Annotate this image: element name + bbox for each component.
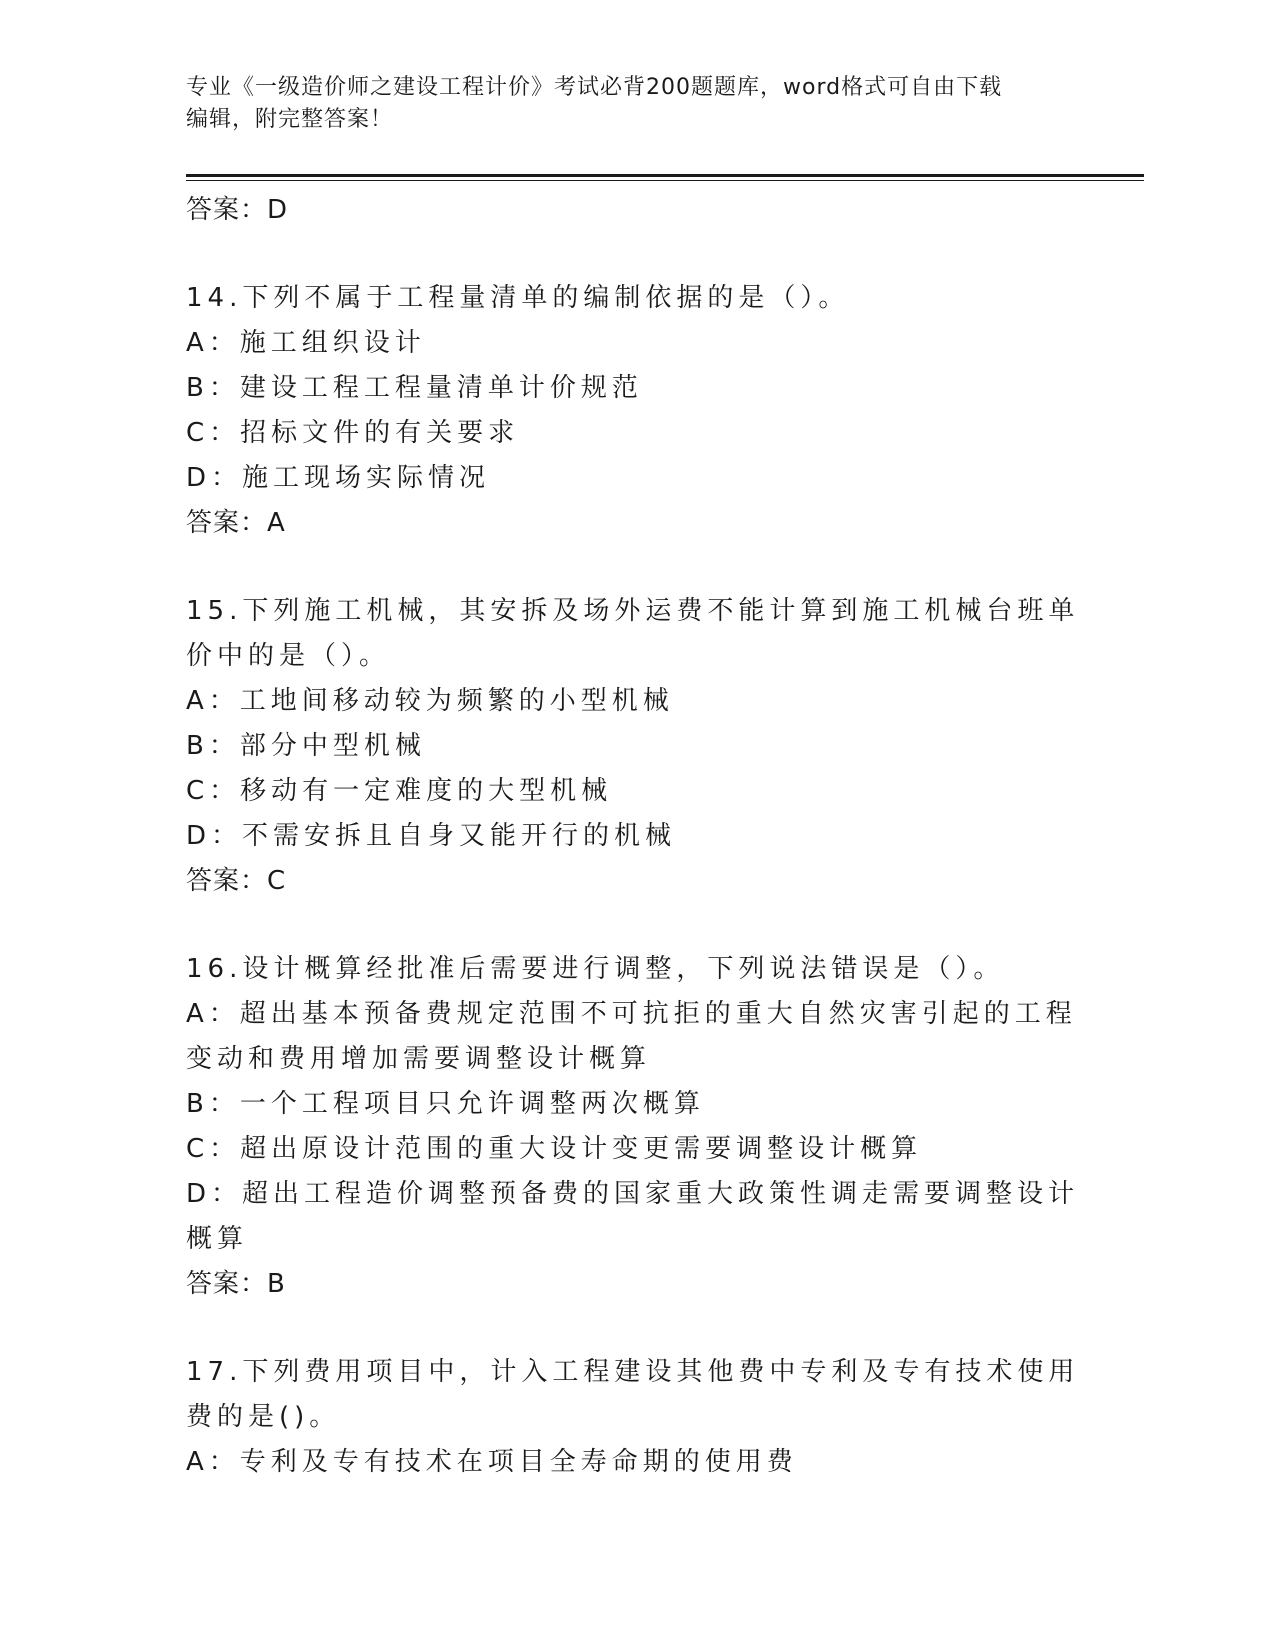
question-stem: 14.下列不属于工程量清单的编制依据的是（）。 bbox=[186, 283, 850, 313]
answer: 答案：C bbox=[186, 866, 287, 896]
option-c: C：招标文件的有关要求 bbox=[186, 418, 520, 448]
option-a: A：专利及专有技术在项目全寿命期的使用费 bbox=[186, 1447, 798, 1477]
option-d: D：不需安拆且自身又能开行的机械 bbox=[186, 821, 677, 851]
header-rule-thin bbox=[186, 180, 1144, 181]
option-c: C：超出原设计范围的重大设计变更需要调整设计概算 bbox=[186, 1134, 923, 1164]
option-a: A：超出基本预备费规定范围不可抗拒的重大自然灾害引起的工程变动和费用增加需要调整设计概算 bbox=[186, 999, 1077, 1074]
question-stem: 17.下列费用项目中，计入工程建设其他费中专利及专有技术使用费的是()。 bbox=[186, 1357, 1080, 1432]
question-17 bbox=[186, 1350, 1086, 1485]
option-a: A：工地间移动较为频繁的小型机械 bbox=[186, 686, 674, 716]
answer-13: 答案：D bbox=[186, 195, 289, 225]
answer: 答案：A bbox=[186, 508, 286, 538]
header-line-2: 编辑，附完整答案！ bbox=[186, 107, 394, 132]
question-stem: 15.下列施工机械，其安拆及场外运费不能计算到施工机械台班单价中的是（）。 bbox=[186, 596, 1080, 671]
option-b: B：建设工程工程量清单计价规范 bbox=[186, 373, 643, 403]
header-line-1: 专业《一级造价师之建设工程计价》考试必背200题题库，word格式可自由下载 bbox=[186, 75, 1003, 100]
answer: 答案：B bbox=[186, 1269, 286, 1299]
option-a: A：施工组织设计 bbox=[186, 328, 426, 358]
option-d: D：施工现场实际情况 bbox=[186, 463, 491, 493]
question-list bbox=[186, 188, 1086, 1485]
option-d: D：超出工程造价调整预备费的国家重大政策性调走需要调整设计概算 bbox=[186, 1179, 1080, 1254]
document-header bbox=[186, 72, 1076, 136]
option-c: C：移动有一定难度的大型机械 bbox=[186, 776, 613, 806]
option-b: B：部分中型机械 bbox=[186, 731, 426, 761]
question-14 bbox=[186, 276, 1086, 545]
question-16 bbox=[186, 947, 1086, 1306]
option-b: B：一个工程项目只允许调整两次概算 bbox=[186, 1089, 705, 1119]
question-stem: 16.设计概算经批准后需要进行调整，下列说法错误是（）。 bbox=[186, 954, 1005, 984]
question-15 bbox=[186, 589, 1086, 903]
header-rule-thick bbox=[186, 174, 1144, 177]
